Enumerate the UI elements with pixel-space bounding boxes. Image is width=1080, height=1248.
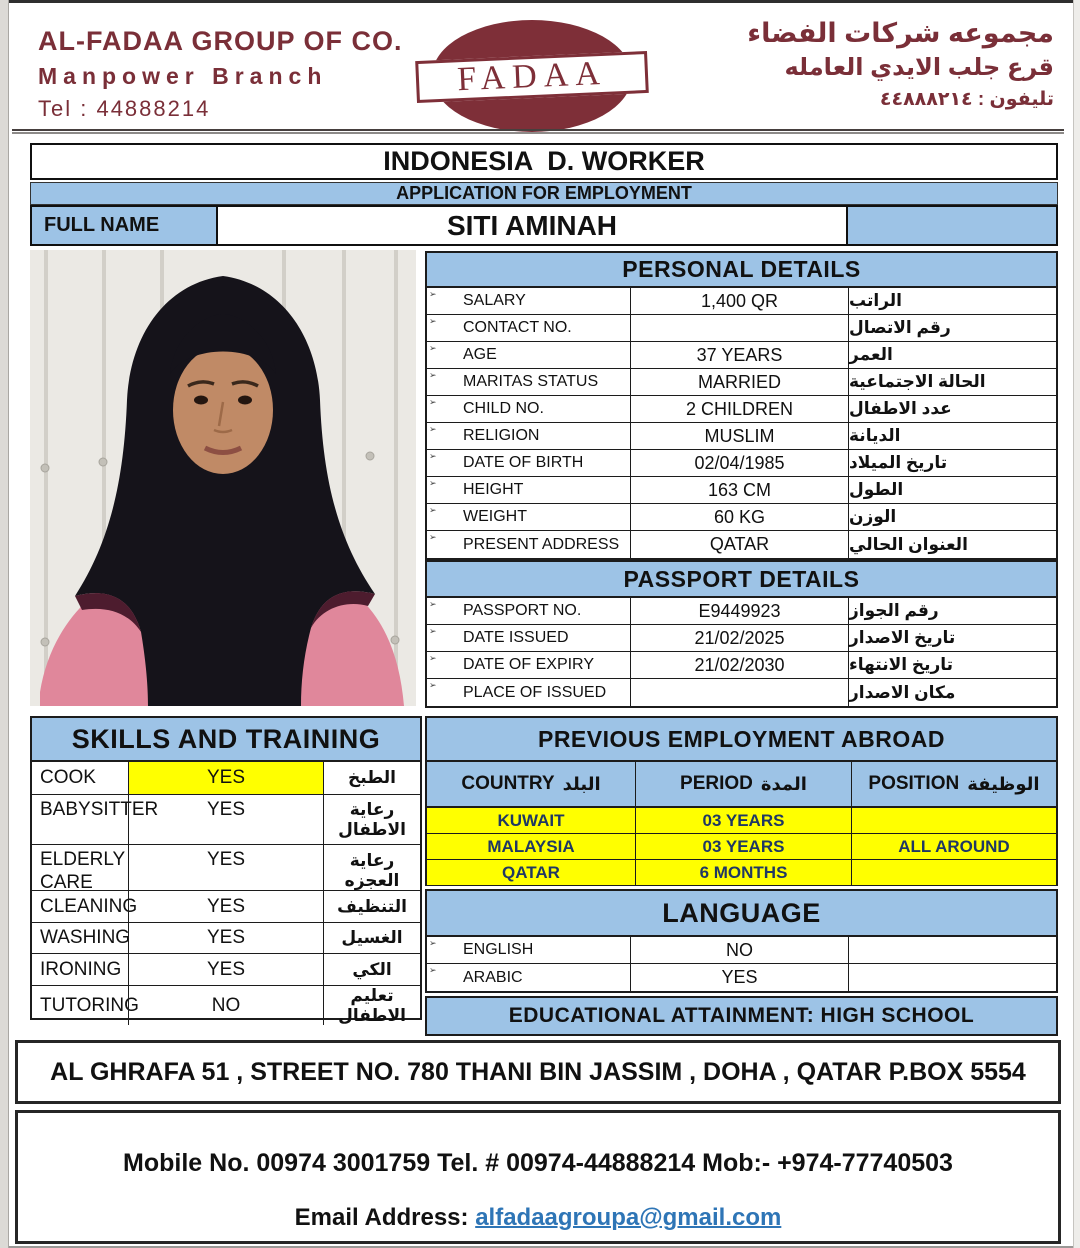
applicant-photo-image (30, 250, 416, 706)
field-value: E9449923 (631, 598, 849, 624)
field-label: WEIGHT (463, 508, 527, 525)
field-label: PASSPORT NO. (463, 602, 582, 619)
row-marker-icon: ➢ (429, 289, 437, 299)
employment-section (425, 716, 1058, 1036)
field-label-arabic: تاريخ الانتهاء (849, 655, 954, 674)
skills-header: SKILLS AND TRAINING (30, 716, 422, 762)
skill-label: CLEANING (40, 895, 138, 917)
skills-section (30, 716, 422, 1025)
employment-period: 03 YEARS (636, 834, 852, 859)
row-marker-icon: ➢ (429, 316, 437, 326)
field-value (631, 315, 849, 341)
table-row (427, 598, 1056, 625)
table-row (427, 315, 1056, 342)
employment-position: ALL AROUND (898, 836, 1010, 856)
column-position: POSITION (868, 773, 960, 794)
skill-value: YES (128, 954, 324, 985)
skill-label: TUTORING (40, 994, 139, 1016)
form-subtitle: APPLICATION FOR EMPLOYMENT (30, 182, 1058, 205)
personal-details-header: PERSONAL DETAILS (425, 251, 1058, 288)
table-row (425, 834, 1058, 860)
letterhead-left (38, 26, 403, 122)
skill-label: COOK (40, 767, 96, 788)
applicant-photo (30, 250, 416, 706)
field-label: DATE ISSUED (463, 629, 569, 646)
email-link[interactable]: alfadaagroupa@gmail.com (475, 1204, 782, 1231)
language-value: NO (631, 937, 849, 963)
field-label: RELIGION (463, 427, 540, 444)
arabic-company-name: مجموعه شركات الفضاء (747, 18, 1054, 48)
field-value: MARRIED (631, 369, 849, 395)
field-label: CHILD NO. (463, 400, 544, 417)
table-row (427, 477, 1056, 504)
field-value (631, 679, 849, 706)
field-label: DATE OF EXPIRY (463, 656, 594, 673)
table-row (32, 891, 420, 923)
row-marker-icon: ➢ (429, 532, 437, 542)
row-marker-icon: ➢ (429, 451, 437, 461)
employment-period: 03 YEARS (636, 808, 852, 833)
logo-text: FADAA (456, 54, 608, 99)
row-marker-icon: ➢ (429, 965, 437, 975)
skills-table (30, 762, 422, 1025)
field-label-arabic: رقم الاتصال (849, 318, 951, 337)
skill-label-arabic: الغسيل (341, 928, 403, 948)
field-label-arabic: الوزن (849, 507, 897, 526)
skill-label-arabic: الطبخ (348, 768, 396, 788)
passport-details-table (425, 598, 1058, 708)
field-label-arabic: الحالة الاجتماعية (849, 372, 986, 391)
table-row (427, 504, 1056, 531)
table-row (427, 450, 1056, 477)
skill-label: WASHING (40, 927, 131, 948)
skill-value: NO (128, 986, 324, 1025)
email-label: Email Address: (294, 1204, 469, 1231)
row-marker-icon: ➢ (429, 653, 437, 663)
column-position-arabic: الوظيفة (967, 773, 1040, 794)
row-marker-icon: ➢ (429, 938, 437, 948)
language-label: ENGLISH (463, 941, 534, 958)
employment-position (852, 860, 1056, 885)
table-row (427, 625, 1056, 652)
field-label-arabic: مكان الاصدار (849, 682, 956, 702)
skill-label: ELDERLY CARE (40, 849, 125, 893)
field-value: QATAR (631, 531, 849, 558)
details-column (425, 251, 1058, 708)
field-label-arabic: العنوان الحالي (849, 534, 968, 554)
field-value: MUSLIM (631, 423, 849, 449)
letterhead-divider (12, 129, 1064, 134)
fadaa-logo (424, 20, 640, 132)
field-value: 60 KG (631, 504, 849, 530)
field-value: 163 CM (631, 477, 849, 503)
phone-numbers: Mobile No. 00974 3001759 Tel. # 00974-44888214 Mob:- +974-77740503 (123, 1149, 953, 1177)
table-row (425, 808, 1058, 834)
table-row (427, 531, 1056, 558)
contact-box (15, 1110, 1061, 1244)
field-label-arabic: رقم الجواز (849, 601, 939, 620)
field-label-arabic: الطول (849, 480, 904, 499)
language-extra (849, 964, 1056, 991)
table-row (427, 652, 1056, 679)
skill-label-arabic: الكي (352, 959, 392, 979)
letterhead-arabic (747, 18, 1054, 111)
row-marker-icon: ➢ (429, 397, 437, 407)
table-row (32, 954, 420, 986)
field-label: AGE (463, 346, 497, 363)
table-row (427, 937, 1056, 964)
full-name-value: SITI AMINAH (218, 207, 846, 244)
personal-details-table (425, 288, 1058, 560)
field-label: HEIGHT (463, 481, 524, 498)
full-name-label: FULL NAME (32, 207, 218, 244)
column-period-arabic: المدة (760, 773, 807, 794)
employment-period: 6 MONTHS (636, 860, 852, 885)
column-period: PERIOD (680, 773, 753, 794)
table-row (32, 795, 420, 845)
skill-label-arabic: التنظيف (337, 896, 407, 916)
education-header: EDUCATIONAL ATTAINMENT: HIGH SCHOOL (425, 996, 1058, 1036)
employment-country: MALAYSIA (427, 834, 636, 859)
field-value: 37 YEARS (631, 342, 849, 368)
company-name: AL-FADAA GROUP OF CO. (38, 26, 403, 56)
previous-employment-header: PREVIOUS EMPLOYMENT ABROAD (425, 716, 1058, 762)
language-value: YES (631, 964, 849, 991)
arabic-tel: تليفون : ٤٤٨٨٨٢١٤ (879, 89, 1054, 110)
table-row (427, 679, 1056, 706)
row-marker-icon: ➢ (429, 478, 437, 488)
table-row (425, 860, 1058, 886)
field-label: DATE OF BIRTH (463, 454, 584, 471)
employment-position (852, 808, 1056, 833)
column-country-arabic: البلد (562, 773, 601, 794)
arabic-branch-name: قرع جلب الايدي العامله (784, 54, 1054, 81)
passport-details-header: PASSPORT DETAILS (425, 560, 1058, 598)
row-marker-icon: ➢ (429, 626, 437, 636)
language-table (425, 937, 1058, 993)
table-row (32, 986, 420, 1025)
row-marker-icon: ➢ (429, 599, 437, 609)
skill-label-arabic: رعاية العجزه (344, 851, 400, 890)
row-marker-icon: ➢ (429, 343, 437, 353)
field-label-arabic: العمر (849, 345, 893, 364)
full-name-extra-cell (846, 207, 1056, 244)
company-tel: Tel : 44888214 (38, 96, 211, 121)
table-row (427, 396, 1056, 423)
table-row (32, 923, 420, 954)
language-label: ARABIC (463, 968, 523, 986)
table-row (427, 964, 1056, 991)
skill-value: YES (128, 845, 324, 895)
email-line (18, 1204, 1058, 1232)
table-row (427, 423, 1056, 450)
employment-country: KUWAIT (427, 808, 636, 833)
skill-value: YES (128, 795, 324, 844)
skill-label-arabic: تعليم الاطفال (338, 986, 406, 1025)
field-value: 02/04/1985 (631, 450, 849, 476)
table-row (427, 369, 1056, 396)
skill-value: YES (128, 891, 324, 922)
field-label: CONTACT NO. (463, 319, 572, 336)
field-label: MARITAS STATUS (463, 373, 599, 390)
field-value: 21/02/2025 (631, 625, 849, 651)
office-address: AL GHRAFA 51 , STREET NO. 780 THANI BIN JASSIM , DOHA , QATAR P.BOX 5554 (15, 1040, 1061, 1104)
skill-label-arabic: رعاية الاطفال (338, 799, 406, 839)
scan-edge-top (9, 0, 1073, 3)
field-label: PLACE OF ISSUED (463, 683, 607, 701)
table-row (32, 762, 420, 795)
form-title: INDONESIA D. WORKER (30, 143, 1058, 180)
row-marker-icon: ➢ (429, 370, 437, 380)
field-label: SALARY (463, 292, 526, 309)
field-label-arabic: تاريخ الاصدار (849, 628, 956, 647)
skill-label: IRONING (40, 958, 122, 980)
skill-value: YES (128, 923, 324, 953)
row-marker-icon: ➢ (429, 680, 437, 690)
language-header: LANGUAGE (425, 889, 1058, 937)
full-name-row (30, 205, 1058, 246)
scan-edge-left (0, 0, 9, 1248)
skill-value: YES (128, 762, 324, 794)
field-label-arabic: الراتب (849, 291, 902, 310)
table-row (427, 342, 1056, 369)
row-marker-icon: ➢ (429, 505, 437, 515)
employment-country: QATAR (427, 860, 636, 885)
employment-columns-row (425, 762, 1058, 808)
skill-label: BABYSITTER (40, 799, 159, 820)
field-label-arabic: عدد الاطفال (849, 399, 952, 418)
scan-edge-right (1073, 0, 1080, 1248)
field-value: 2 CHILDREN (631, 396, 849, 422)
field-value: 21/02/2030 (631, 652, 849, 678)
branch-name: Manpower Branch (38, 63, 328, 89)
table-row (32, 845, 420, 891)
field-label-arabic: الديانة (849, 426, 901, 445)
column-country: COUNTRY (461, 773, 555, 794)
table-row (427, 288, 1056, 315)
row-marker-icon: ➢ (429, 424, 437, 434)
field-label-arabic: تاريخ الميلاد (849, 453, 948, 472)
language-extra (849, 937, 1056, 963)
field-value: 1,400 QR (631, 288, 849, 314)
field-label: PRESENT ADDRESS (463, 535, 620, 553)
